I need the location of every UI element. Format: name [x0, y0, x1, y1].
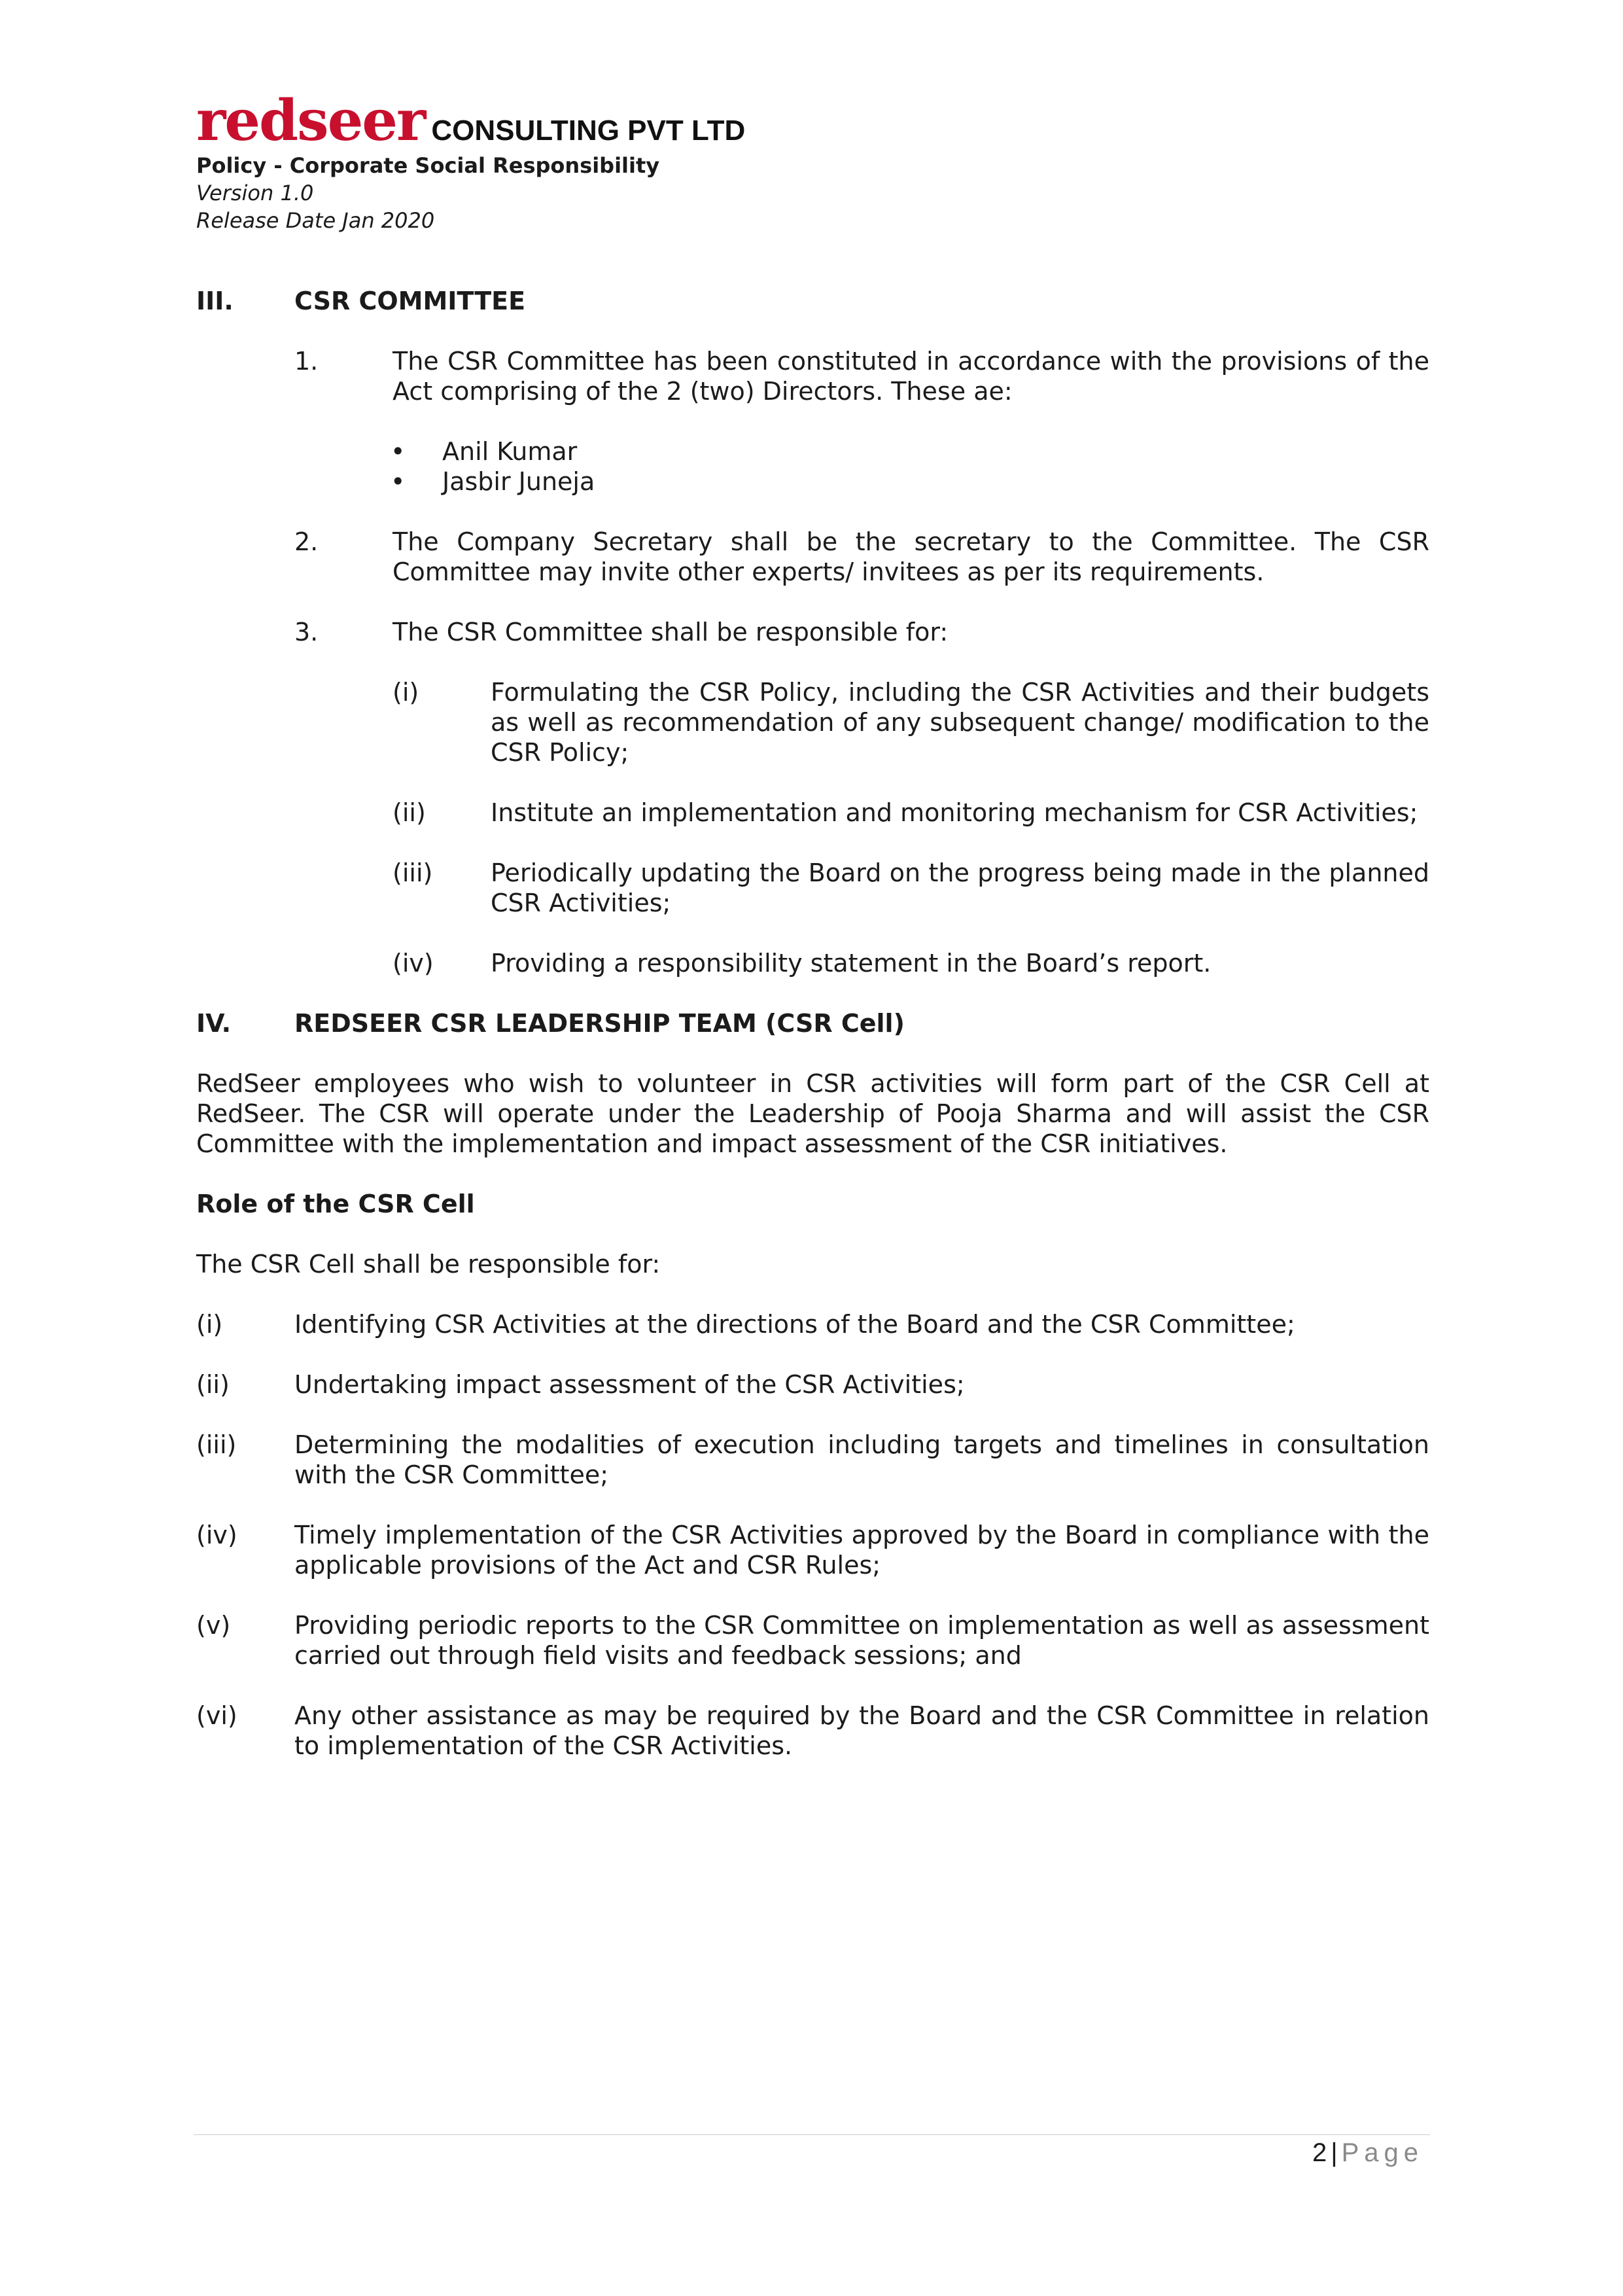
responsibility-number: (i): [393, 678, 419, 707]
page-separator: |: [1331, 2138, 1338, 2167]
responsibility-text: Periodically updating the Board on the progress being made in the planned CSR Activities;: [491, 858, 1429, 917]
role-text: Timely implementation of the CSR Activities approved by the Board in compliance with the applicable provisions of the Act and CSR Rules;: [294, 1521, 1429, 1580]
release-date: Release Date Jan 2020: [196, 208, 435, 233]
committee-item-text: The CSR Committee shall be responsible for:: [393, 618, 949, 646]
role-heading: Role of the CSR Cell: [196, 1190, 475, 1218]
committee-item-text: The CSR Committee has been constituted in accordance with the provisions of the Act comprising of the 2 (two) Directors. These ae:: [393, 347, 1429, 406]
footer-divider: [194, 2134, 1430, 2135]
role-intro: The CSR Cell shall be responsible for:: [196, 1250, 661, 1279]
logo-line: [196, 88, 746, 154]
responsibility-text: Providing a responsibility statement in the Board’s report.: [491, 949, 1212, 978]
section-3-title: CSR COMMITTEE: [294, 287, 526, 315]
role-number: (vi): [196, 1701, 237, 1730]
committee-item-number: 3.: [294, 618, 319, 646]
committee-item-text: The Company Secretary shall be the secretary to the Committee. The CSR Committee may invite other experts/ invitees as per its requirements.: [393, 527, 1429, 586]
role-number: (ii): [196, 1370, 230, 1399]
page-label: Page: [1341, 2138, 1423, 2167]
bullet: •: [391, 467, 406, 496]
role-text: Providing periodic reports to the CSR Committee on implementation as well as assessment carried out through field visits and feedback sessions; and: [294, 1611, 1429, 1670]
responsibility-number: (iv): [393, 949, 434, 978]
responsibility-number: (ii): [393, 798, 426, 827]
role-text: Undertaking impact assessment of the CSR Activities;: [294, 1370, 965, 1399]
responsibility-text: Formulating the CSR Policy, including the CSR Activities and their budgets as well as recommendation of any subsequent change/ modification to the CSR Policy;: [491, 678, 1429, 767]
role-text: Any other assistance as may be required by the Board and the CSR Committee in relation to implementation of the CSR Activities.: [294, 1701, 1429, 1760]
document-header: [196, 88, 746, 234]
policy-title: Policy - Corporate Social Responsibility: [196, 153, 660, 178]
committee-item-number: 1.: [294, 347, 319, 376]
page-footer: [1312, 2138, 1423, 2168]
responsibility-text: Institute an implementation and monitoring mechanism for CSR Activities;: [491, 798, 1418, 827]
bullet: •: [391, 437, 406, 466]
section-4-title: REDSEER CSR LEADERSHIP TEAM (CSR Cell): [294, 1009, 905, 1038]
role-number: (iii): [196, 1430, 237, 1459]
section-4-number: IV.: [196, 1009, 232, 1038]
version-label: Version 1.0: [196, 181, 314, 205]
csr-cell-intro: RedSeer employees who wish to volunteer in CSR activities will form part of the CSR Cell at RedSeer. The CSR will operate under the Leadership of Pooja Sharma and will assist the CSR Committee with the implementation and impact assessment of the CSR initiatives.: [196, 1069, 1429, 1158]
page-number: 2: [1312, 2138, 1327, 2167]
role-number: (iv): [196, 1521, 237, 1549]
company-name: CONSULTING PVT LTD: [431, 115, 746, 147]
committee-item-number: 2.: [294, 527, 319, 556]
role-number: (v): [196, 1611, 231, 1640]
section-3-number: III.: [196, 287, 234, 315]
redseer-logo: redseer: [196, 88, 425, 154]
role-text: Identifying CSR Activities at the directions of the Board and the CSR Committee;: [294, 1310, 1295, 1339]
director-name: Anil Kumar: [442, 437, 578, 466]
responsibility-number: (iii): [393, 858, 433, 887]
role-number: (i): [196, 1310, 223, 1339]
director-name: Jasbir Juneja: [442, 467, 595, 496]
role-text: Determining the modalities of execution including targets and timelines in consultation with the CSR Committee;: [294, 1430, 1429, 1489]
